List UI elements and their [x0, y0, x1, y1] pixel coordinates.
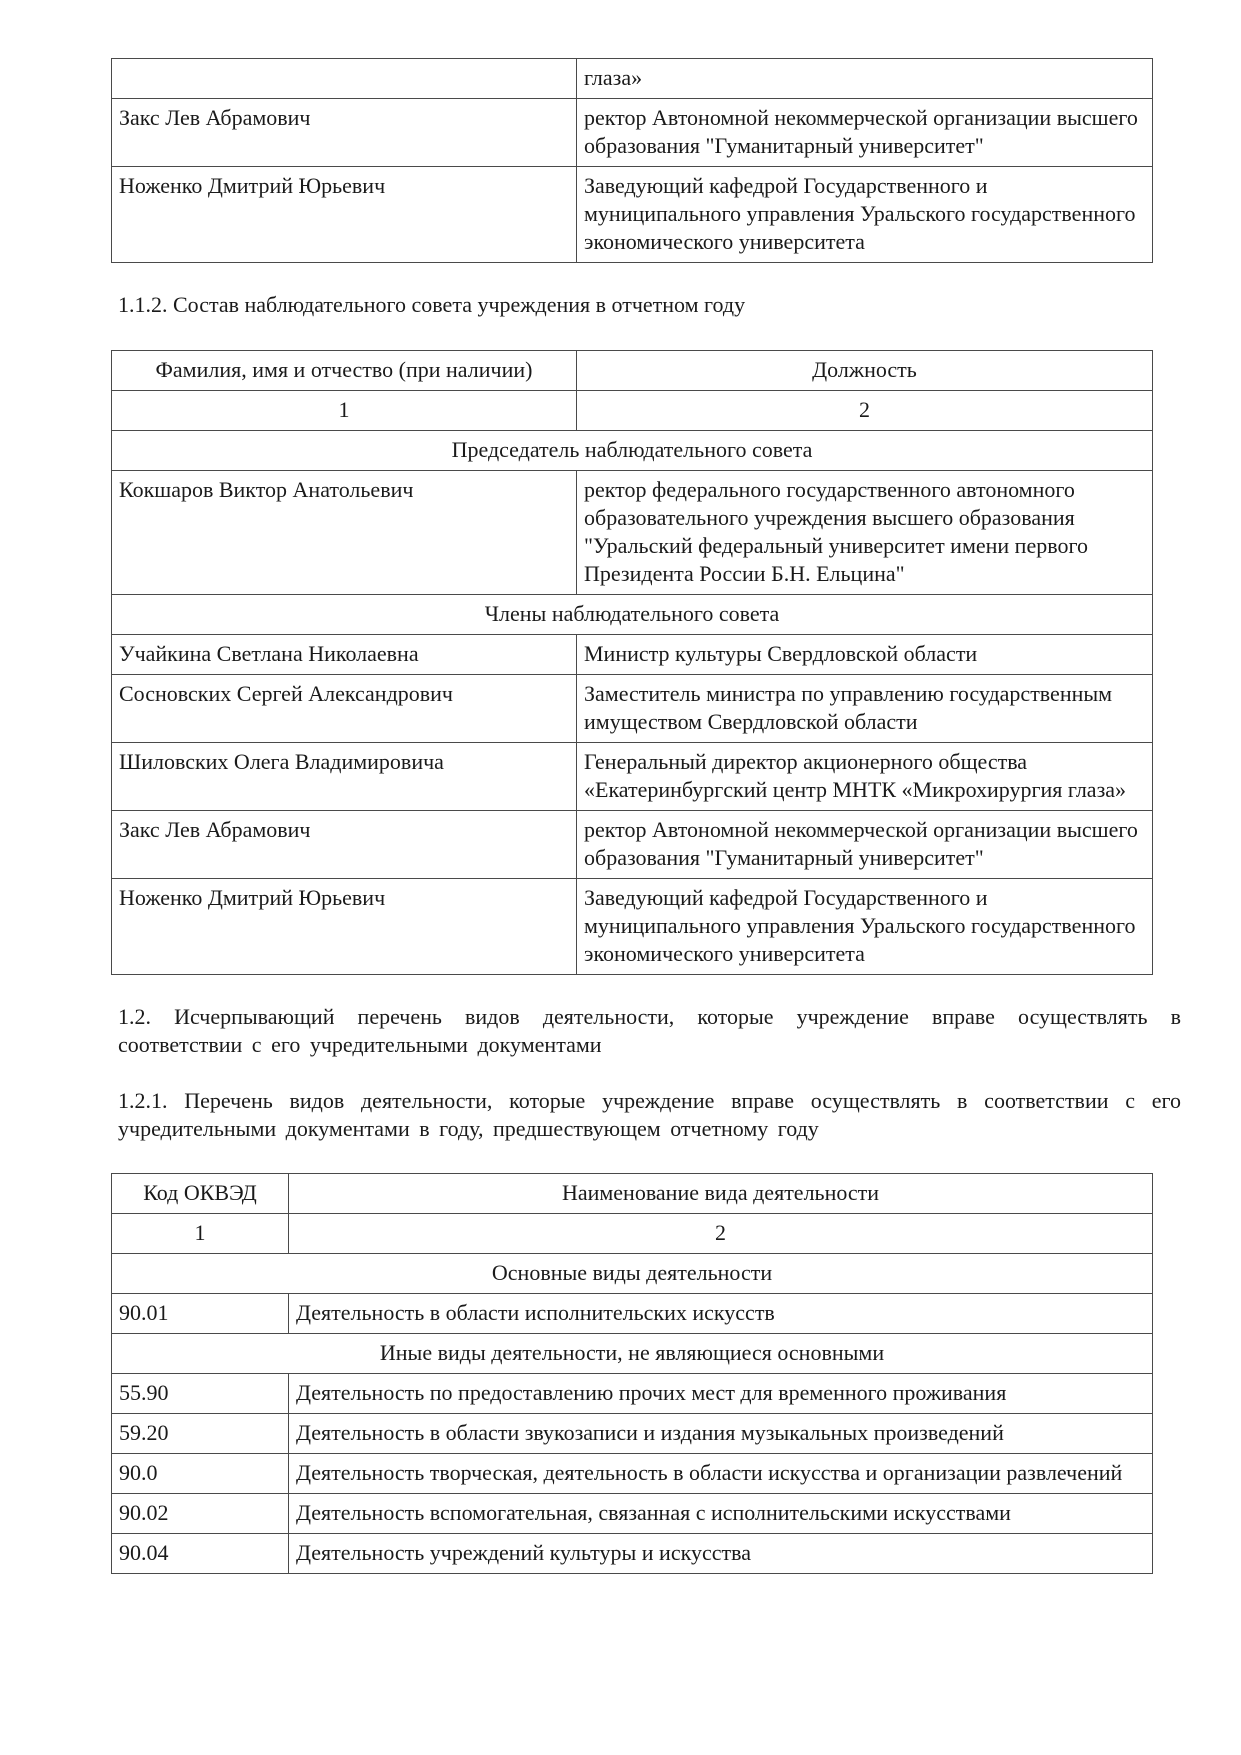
column-header-code: Код ОКВЭД: [112, 1174, 289, 1214]
member-name: Учайкина Светлана Николаевна: [112, 635, 577, 675]
group-row-main: [112, 1254, 1153, 1294]
activity-name: Деятельность в области исполнительских искусств: [289, 1294, 1153, 1334]
group-label: Члены наблюдательного совета: [112, 595, 1153, 635]
table-header-row: [112, 1174, 1153, 1214]
column-number: 1: [112, 1214, 289, 1254]
member-name: Ноженко Дмитрий Юрьевич: [112, 879, 577, 975]
table-row: [112, 743, 1153, 811]
table-row: [112, 1294, 1153, 1334]
table-row: [112, 879, 1153, 975]
table-row: [112, 471, 1153, 595]
column-number-row: [112, 1214, 1153, 1254]
group-row-members: [112, 595, 1153, 635]
member-name: Шиловских Олега Владимировича: [112, 743, 577, 811]
member-position: Заведующий кафедрой Государственного и муниципального управления Уральского государственного экономического университета: [577, 167, 1153, 263]
table-row: [112, 1494, 1153, 1534]
member-position: глаза»: [577, 59, 1153, 99]
member-position: Генеральный директор акционерного общества «Екатеринбургский центр МНТК «Микрохирургия глаза»: [577, 743, 1153, 811]
activity-name: Деятельность творческая, деятельность в области искусства и организации развлечений: [289, 1454, 1153, 1494]
group-label: Председатель наблюдательного совета: [112, 431, 1153, 471]
column-header-activity: Наименование вида деятельности: [289, 1174, 1153, 1214]
column-number: 2: [289, 1214, 1153, 1254]
table-row: [112, 675, 1153, 743]
column-number: 1: [112, 391, 577, 431]
table-row: [112, 1414, 1153, 1454]
okved-code: 90.02: [112, 1494, 289, 1534]
member-name: Ноженко Дмитрий Юрьевич: [112, 167, 577, 263]
section-heading-1-1-2: 1.1.2. Состав наблюдательного совета учреждения в отчетном году: [118, 292, 746, 317]
activity-name: Деятельность учреждений культуры и искусства: [289, 1534, 1153, 1574]
activity-name: Деятельность в области звукозаписи и издания музыкальных произведений: [289, 1414, 1153, 1454]
supervisory-board-table-continued: [111, 58, 1153, 263]
table-row: [112, 1454, 1153, 1494]
member-name: Кокшаров Виктор Анатольевич: [112, 471, 577, 595]
table-row: [112, 99, 1153, 167]
member-name: Сосновских Сергей Александрович: [112, 675, 577, 743]
document-page: [111, 58, 1181, 1574]
member-name: Закс Лев Абрамович: [112, 811, 577, 879]
column-header-name: Фамилия, имя и отчество (при наличии): [112, 351, 577, 391]
table-row: [112, 1374, 1153, 1414]
member-name: Закс Лев Абрамович: [112, 99, 577, 167]
member-name: [112, 59, 577, 99]
column-header-position: Должность: [577, 351, 1153, 391]
member-position: Заместитель министра по управлению государственным имуществом Свердловской области: [577, 675, 1153, 743]
member-position: ректор Автономной некоммерческой организации высшего образования "Гуманитарный университет": [577, 811, 1153, 879]
activity-name: Деятельность вспомогательная, связанная с исполнительскими искусствами: [289, 1494, 1153, 1534]
okved-code: 90.01: [112, 1294, 289, 1334]
member-position: Заведующий кафедрой Государственного и муниципального управления Уральского государственного экономического университета: [577, 879, 1153, 975]
okved-code: 55.90: [112, 1374, 289, 1414]
supervisory-board-table: [111, 350, 1153, 975]
member-position: Министр культуры Свердловской области: [577, 635, 1153, 675]
table-row: [112, 167, 1153, 263]
okved-code: 59.20: [112, 1414, 289, 1454]
table-row: [112, 635, 1153, 675]
column-number: 2: [577, 391, 1153, 431]
group-label: Иные виды деятельности, не являющиеся основными: [112, 1334, 1153, 1374]
okved-code: 90.04: [112, 1534, 289, 1574]
group-row-chair: [112, 431, 1153, 471]
okved-activities-table: [111, 1173, 1153, 1574]
group-label: Основные виды деятельности: [112, 1254, 1153, 1294]
table-row: [112, 1534, 1153, 1574]
table-row: [112, 59, 1153, 99]
section-paragraph-1-2: 1.2. Исчерпывающий перечень видов деятельности, которые учреждение вправе осуществлять в соответствии с его учредительными документами: [118, 1004, 1181, 1057]
member-position: ректор Автономной некоммерческой организации высшего образования "Гуманитарный университет": [577, 99, 1153, 167]
column-number-row: [112, 391, 1153, 431]
member-position: ректор федерального государственного автономного образовательного учреждения высшего образования "Уральский федеральный университет имени первого Президента России Б.Н. Ельцина": [577, 471, 1153, 595]
okved-code: 90.0: [112, 1454, 289, 1494]
activity-name: Деятельность по предоставлению прочих мест для временного проживания: [289, 1374, 1153, 1414]
table-row: [112, 811, 1153, 879]
group-row-other: [112, 1334, 1153, 1374]
table-header-row: [112, 351, 1153, 391]
section-paragraph-1-2-1: 1.2.1. Перечень видов деятельности, которые учреждение вправе осуществлять в соответствии с его учредительными документами в году, предшествующем отчетному году: [118, 1088, 1181, 1141]
